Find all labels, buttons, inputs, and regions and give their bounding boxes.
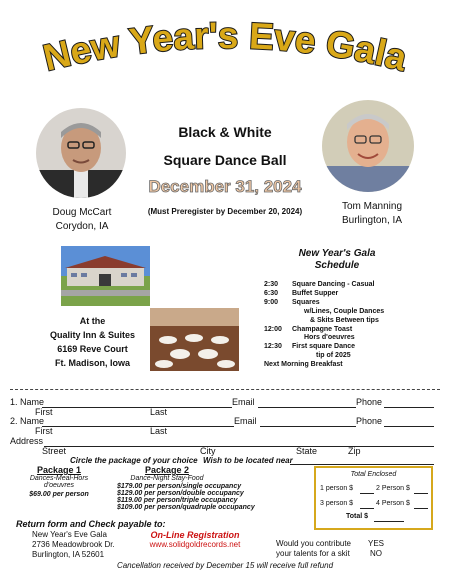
event-date-text: December 31, 2024 (148, 177, 302, 196)
total-4-person-label: 4 Person $ (376, 500, 410, 507)
event-date (110, 172, 340, 200)
schedule-item: tip of 2025 (316, 352, 351, 360)
package2-price-double: $129.00 per person/double occupancy (117, 490, 244, 497)
wish-located-label: Wish to be located near (203, 456, 293, 465)
schedule-list (264, 281, 444, 370)
schedule-item: 2:30 Square Dancing - Casual (264, 281, 375, 288)
package1-desc: Dances-Meal-Hors d'oeuvres (29, 475, 89, 489)
schedule-item: 9:00 Squares (264, 298, 320, 306)
venue-line1: At the (79, 316, 106, 326)
svg-text:New Year's Eve Gala (39, 15, 411, 79)
talents-line1: Would you contribute (276, 539, 352, 548)
address-label: Address (10, 436, 44, 446)
schedule-title1: New Year's Gala (298, 248, 376, 259)
name2-field[interactable] (42, 426, 234, 427)
package2-price-single: $179.00 per person/single occupancy (117, 483, 242, 490)
talents-yes-option[interactable]: YES (367, 539, 384, 548)
name1-label: 1. Name (10, 397, 45, 407)
preregister-note: (Must Preregister by December 20, 2024) (147, 207, 303, 216)
return-line2: 2736 Meadowbrook Dr. (32, 540, 115, 549)
total-2-person-label: 2 Person $ (376, 485, 410, 492)
caller-right-city: Burlington, IA (341, 215, 403, 226)
total-box-title: Total Enclosed (350, 471, 397, 478)
email2-field[interactable] (260, 426, 356, 427)
ballroom-photo (150, 308, 239, 371)
caller-right-name: Tom Manning (341, 201, 403, 212)
package2-title[interactable]: Package 2 (144, 465, 190, 475)
package2-price-triple: $119.00 per person/triple occupancy (117, 497, 238, 504)
circle-package-note: Circle the package of your choice (70, 456, 198, 465)
phone1-field[interactable] (384, 407, 434, 408)
first1-label: First (35, 407, 53, 417)
last2-label: Last (150, 426, 168, 436)
email1-field[interactable] (258, 407, 356, 408)
venue-line2: Quality Inn & Suites (49, 330, 135, 340)
package1-title[interactable]: Package 1 (36, 465, 82, 475)
package1-price: $69.00 per person (29, 491, 89, 498)
schedule-title2: Schedule (314, 260, 360, 271)
caller-left-city: Corydon, IA (55, 221, 109, 232)
event-title-text: New Year's Eve Gala (39, 14, 411, 79)
schedule-footer: Next Morning Breakfast (264, 361, 343, 369)
wish-located-field[interactable] (290, 464, 434, 465)
return-line3: Burlington, IA 52601 (32, 550, 105, 559)
schedule-item: w/Lines, Couple Dances (304, 307, 385, 315)
cut-line (10, 389, 440, 390)
total-4-person-field[interactable] (414, 508, 428, 509)
venue-line4: Ft. Madison, Iowa (54, 358, 130, 368)
talents-line2: your talents for a skit (276, 549, 350, 558)
cancellation-note: Cancellation received by December 15 will receive full refund (116, 561, 334, 570)
name2-label: 2. Name (10, 416, 45, 426)
caller-left-name: Doug McCart (52, 207, 112, 218)
first2-label: First (35, 426, 53, 436)
total-enclosed-box (314, 466, 433, 530)
subtitle-line2: Square Dance Ball (163, 152, 287, 168)
event-title (0, 0, 450, 95)
hotel-exterior-photo (61, 246, 150, 306)
schedule-item: & Skits Between tips (310, 316, 379, 324)
phone2-field[interactable] (384, 426, 434, 427)
zip-label: Zip (348, 446, 361, 456)
state-label: State (296, 446, 318, 456)
online-registration-title: On-Line Registration (150, 530, 240, 540)
return-heading: Return form and Check payable to: (16, 519, 166, 529)
address-field[interactable] (44, 446, 434, 447)
total-1-person-label: 1 person $ (320, 485, 354, 492)
name1-field[interactable] (42, 407, 232, 408)
phone2-label: Phone (356, 416, 383, 426)
total-1-person-field[interactable] (360, 493, 374, 494)
street-label: Street (42, 446, 67, 456)
total-field[interactable] (374, 521, 404, 522)
total-label: Total $ (346, 513, 369, 520)
total-3-person-field[interactable] (360, 508, 374, 509)
subtitle-line1: Black & White (178, 124, 272, 140)
online-registration-url[interactable]: www.solidgoldrecords.net (149, 540, 241, 549)
total-3-person-label: 3 person $ (320, 500, 354, 507)
talents-no-option[interactable]: NO (370, 549, 382, 558)
last1-label: Last (150, 407, 168, 417)
package2-desc: Dance-Night Stay-Food (130, 475, 204, 482)
venue-line3: 6169 Reve Court (57, 344, 128, 354)
schedule-item: Hors d'oeuvres (304, 334, 355, 342)
phone1-label: Phone (356, 397, 383, 407)
city-label: City (200, 446, 216, 456)
schedule-item: 6:30 Buffet Supper (264, 289, 339, 297)
email2-label: Email (234, 416, 257, 426)
total-2-person-field[interactable] (414, 493, 428, 494)
schedule-item: 12:30 First square Dance (264, 343, 356, 351)
email1-label: Email (232, 397, 255, 407)
schedule-item: 12:00 Champagne Toast (264, 325, 353, 333)
package2-price-quad: $109.00 per person/quadruple occupancy (117, 504, 255, 511)
return-line1: New Year's Eve Gala (32, 530, 107, 539)
